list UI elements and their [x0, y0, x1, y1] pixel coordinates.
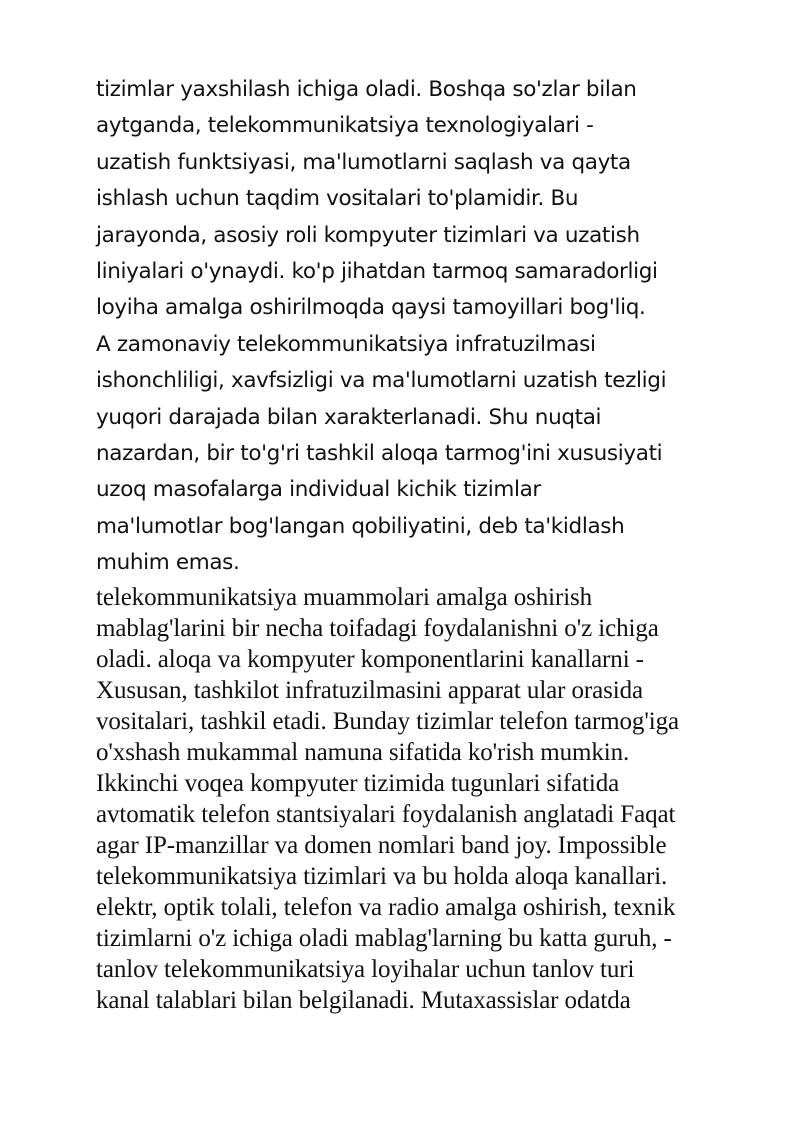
text-line: Xususan, tashkilot infratuzilmasini apparat ular orasida [96, 677, 644, 704]
text-line: tizimlar yaxshilash ichiga oladi. Boshqa so'zlar bilan [96, 77, 637, 102]
text-line: nazardan, bir to'g'ri tashkil aloqa tarmog'ini xususiyati [96, 441, 663, 467]
text-line: uzoq masofalarga individual kichik tizimlar [96, 477, 541, 503]
text-line: tanlov telekommunikatsiya loyihalar uchun tanlov turi [96, 956, 635, 983]
paragraph-sans [96, 72, 736, 582]
text-line: yuqori darajada bilan xarakterlanadi. Shu nuqtai [96, 404, 602, 430]
text-line: telekommunikatsiya tizimlari va bu holda aloqa kanallari. [96, 863, 668, 890]
text-line: agar IP-manzillar va domen nomlari band joy. Impossible [96, 832, 667, 859]
text-line: A zamonaviy telekommunikatsiya infratuzilmasi [96, 331, 596, 357]
text-line: vositalari, tashkil etadi. Bunday tizimlar telefon tarmog'iga [96, 708, 679, 735]
text-line: loyiha amalga oshirilmoqda qaysi tamoyillari bog'liq. [96, 295, 646, 321]
text-line: ishonchliligi, xavfsizligi va ma'lumotlarni uzatish tezligi [96, 368, 667, 394]
text-line: o'xshash mukammal namuna sifatida ko'rish mumkin. [96, 739, 630, 766]
text-line: ishlash uchun taqdim vositalari to'plamidir. Bu [96, 186, 579, 212]
text-line: tizimlarni o'z ichiga oladi mablag'larning bu katta guruh, - [96, 925, 672, 952]
text-line: liniyalari o'ynaydi. ko'p jihatdan tarmoq samaradorligi [96, 259, 658, 285]
text-line: avtomatik telefon stantsiyalari foydalanish anglatadi Faqat [96, 801, 676, 828]
text-line: oladi. aloqa va kompyuter komponentlarini kanallarni - [96, 646, 644, 673]
text-line: kanal talablari bilan belgilanadi. Mutaxassislar odatda [96, 987, 631, 1014]
text-line: muhim emas. [96, 550, 240, 576]
text-line: ma'lumotlar bog'langan qobiliyatini, deb ta'kidlash [96, 513, 625, 539]
text-line: aytganda, telekommunikatsiya texnologiyalari - [96, 113, 594, 139]
text-line: uzatish funktsiyasi, ma'lumotlarni saqlash va qayta [96, 149, 631, 175]
text-line: elektr, optik tolali, telefon va radio amalga oshirish, texnik [96, 894, 676, 921]
paragraph-serif [96, 582, 736, 1016]
text-line: mablag'larini bir necha toifadagi foydalanishni o'z ichiga [96, 615, 659, 642]
text-line: telekommunikatsiya muammolari amalga oshirish [96, 584, 593, 611]
text-line: Ikkinchi voqea kompyuter tizimida tugunlari sifatida [96, 770, 620, 797]
text-line: jarayonda, asosiy roli kompyuter tizimlari va uzatish [96, 222, 640, 248]
